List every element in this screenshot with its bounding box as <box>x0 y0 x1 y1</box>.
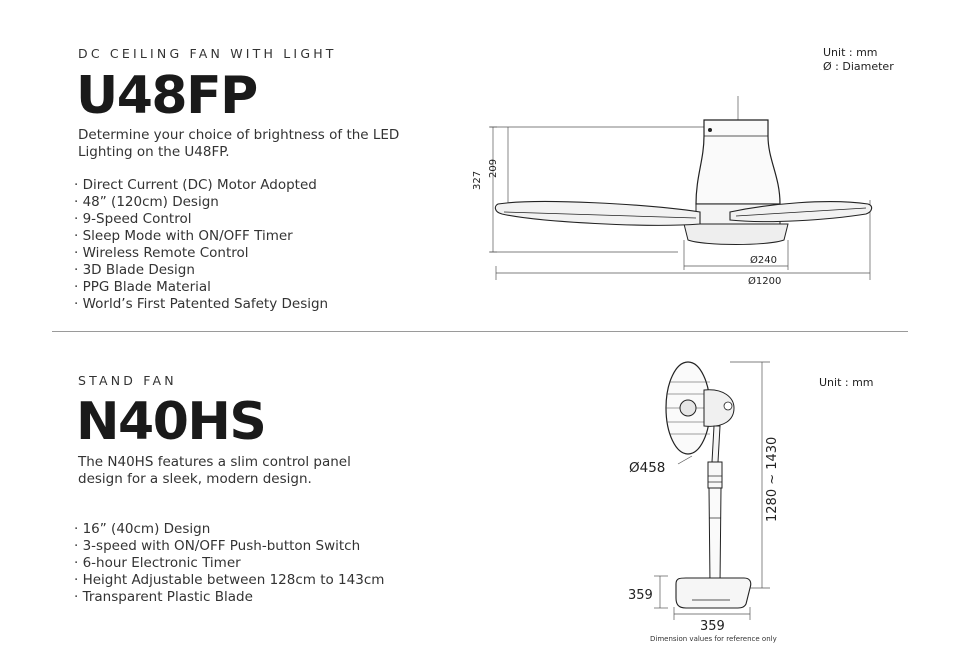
stand-fan-description: The N40HS features a slim control panel design for a sleek, modern design. <box>78 454 351 487</box>
stand-head-diameter-label: Ø458 <box>629 460 666 476</box>
stand-fan-model-title: N40HS <box>76 392 266 452</box>
dimension-disclaimer: Dimension values for reference only <box>650 635 777 643</box>
feature-item: · 16” (40cm) Design <box>74 521 384 538</box>
feature-item: · Wireless Remote Control <box>74 245 328 262</box>
ceiling-light-diameter-label: Ø240 <box>750 255 777 266</box>
section-divider <box>52 331 908 332</box>
feature-item: · Direct Current (DC) Motor Adopted <box>74 177 328 194</box>
ceiling-fan-diagram <box>468 90 878 295</box>
ceiling-height-body-label: 209 <box>488 158 499 178</box>
feature-item: · Height Adjustable between 128cm to 143cm <box>74 572 384 589</box>
feature-item: · 3-speed with ON/OFF Push-button Switch <box>74 538 384 555</box>
diameter-legend: Ø : Diameter <box>823 60 894 73</box>
stand-height-range-label: 1280 ~ 1430 <box>765 436 780 522</box>
ceiling-fan-feature-list <box>74 177 328 313</box>
stand-fan-diagram <box>620 352 795 634</box>
unit-label: Unit : mm <box>823 46 878 59</box>
feature-item: · 48” (120cm) Design <box>74 194 328 211</box>
ceiling-fan-category: DC CEILING FAN WITH LIGHT <box>78 46 337 61</box>
ceiling-fan-unit-note <box>823 46 894 74</box>
stand-fan-feature-list <box>74 521 384 606</box>
stand-fan-unit-note: Unit : mm <box>819 376 874 389</box>
stand-base-width-label: 359 <box>700 619 725 634</box>
ceiling-fan-description: Determine your choice of brightness of the LED Lighting on the U48FP. <box>78 127 400 160</box>
ceiling-height-total-label: 327 <box>472 170 483 190</box>
feature-item: · Transparent Plastic Blade <box>74 589 384 606</box>
feature-item: · 9-Speed Control <box>74 211 328 228</box>
feature-item: · 6-hour Electronic Timer <box>74 555 384 572</box>
stand-base-depth-label: 359 <box>628 588 653 603</box>
feature-item: · Sleep Mode with ON/OFF Timer <box>74 228 328 245</box>
ceiling-blade-diameter-label: Ø1200 <box>748 276 782 287</box>
stand-fan-category: STAND FAN <box>78 373 177 388</box>
feature-item: · PPG Blade Material <box>74 279 328 296</box>
feature-item: · World’s First Patented Safety Design <box>74 296 328 313</box>
ceiling-fan-model-title: U48FP <box>76 66 257 126</box>
feature-item: · 3D Blade Design <box>74 262 328 279</box>
